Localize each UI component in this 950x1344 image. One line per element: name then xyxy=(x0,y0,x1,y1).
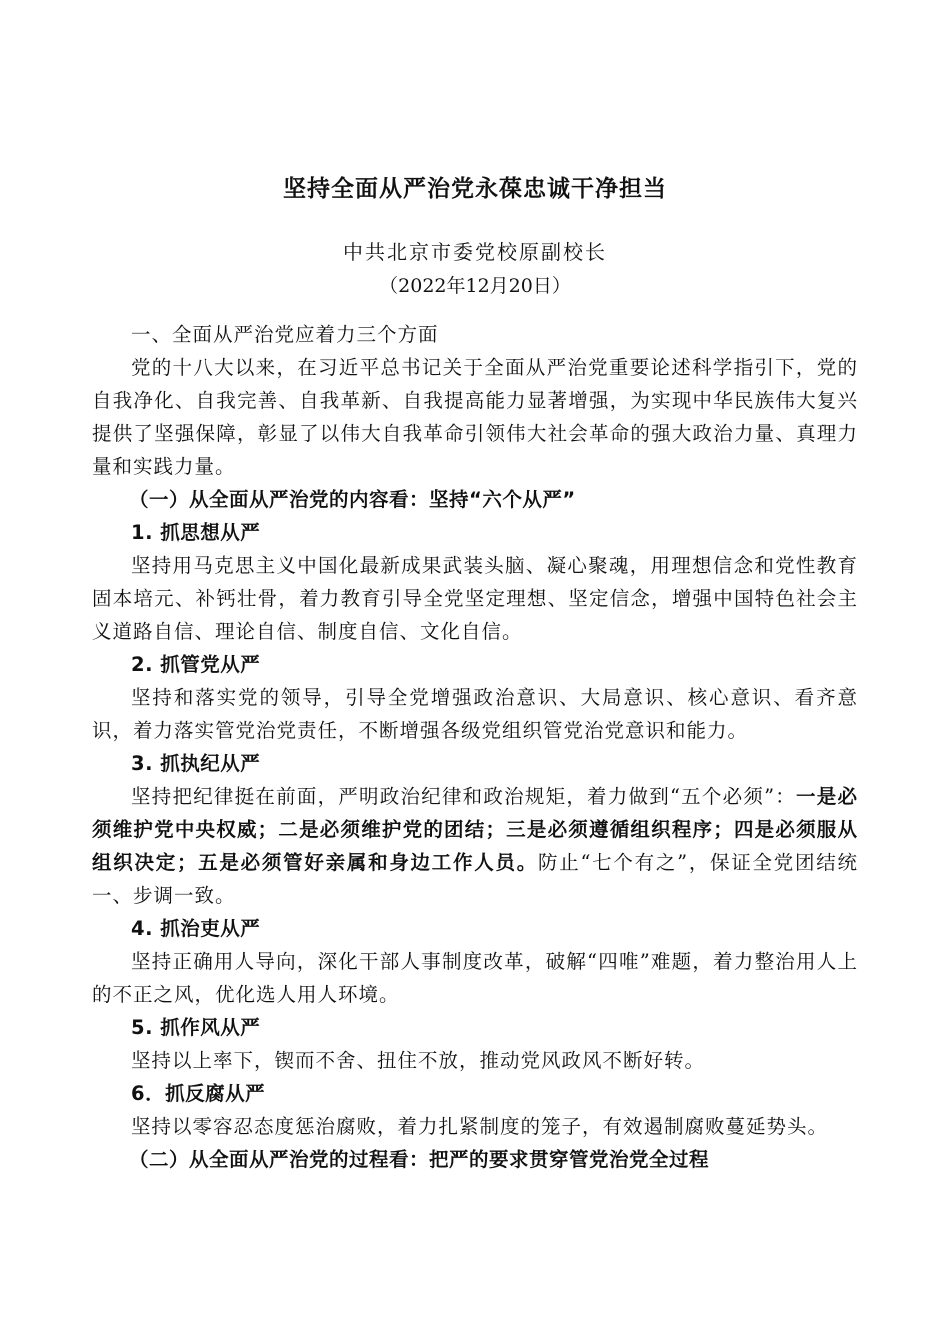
item-heading-2: 2. 抓管党从严 xyxy=(131,653,261,676)
item-paragraph-3-suffix: 防止“七个有之”，保证全党团结统一、步调一致。 xyxy=(92,851,858,907)
item-paragraph-6: 坚持以零容忍态度惩治腐败，着力扎紧制度的笼子，有效遏制腐败蔓延势头。 xyxy=(131,1115,829,1138)
item-paragraph-4: 坚持正确用人导向，深化干部人事制度改革，破解“四唯”难题，着力整治用人上的不正之风，优化选人用人环境。 xyxy=(92,950,858,1006)
section-heading: 一、全面从严治党应着力三个方面 xyxy=(131,323,439,346)
item-paragraph-3 xyxy=(92,780,858,912)
item-paragraph-1: 坚持用马克思主义中国化最新成果武装头脑、凝心聚魂，用理想信念和党性教育固本培元、补钙壮骨，着力教育引导全党坚定理想、坚定信念，增强中国特色社会主义道路自信、理论自信、制度自信、文化自信。 xyxy=(92,554,858,643)
item-paragraph-3-prefix: 坚持把纪律挺在前面，严明政治纪律和政治规矩，着力做到“五个必须”： xyxy=(131,785,797,808)
intro-paragraph: 党的十八大以来，在习近平总书记关于全面从严治党重要论述科学指引下，党的自我净化、自我完善、自我革新、自我提高能力显著增强，为实现中华民族伟大复兴提供了坚强保障，彰显了以伟大自我革命引领伟大社会革命的强大政治力量、真理力量和实践力量。 xyxy=(92,356,858,478)
author-line: 中共北京市委党校原副校长 xyxy=(343,240,607,264)
document-body xyxy=(92,318,858,1176)
five-musts-emphasis: 一是必须维护党中央权威；二是必须维护党的团结；三是必须遵循组织程序；四是必须服从组织决定；五是必须管好亲属和身边工作人员。 xyxy=(92,785,858,874)
document-title: 坚持全面从严治党永葆忠诚干净担当 xyxy=(283,176,667,202)
item-heading-1: 1. 抓思想从严 xyxy=(131,521,261,544)
item-heading-6: 6．抓反腐从严 xyxy=(131,1082,266,1105)
subsection-heading-2: （二）从全面从严治党的过程看：把严的要求贯穿管党治党全过程 xyxy=(129,1148,710,1171)
date-line: （2022年12月20日） xyxy=(379,275,571,297)
item-heading-4: 4. 抓治吏从严 xyxy=(131,917,261,940)
item-paragraph-5: 坚持以上率下，锲而不舍、扭住不放，推动党风政风不断好转。 xyxy=(131,1049,706,1072)
subsection-heading-1: （一）从全面从严治党的内容看：坚持“六个从严” xyxy=(129,488,576,511)
item-heading-3: 3. 抓执纪从严 xyxy=(131,752,261,775)
item-heading-5: 5. 抓作风从严 xyxy=(131,1016,261,1039)
item-paragraph-2: 坚持和落实党的领导，引导全党增强政治意识、大局意识、核心意识、看齐意识，着力落实管党治党责任，不断增强各级党组织管党治党意识和能力。 xyxy=(92,686,858,742)
